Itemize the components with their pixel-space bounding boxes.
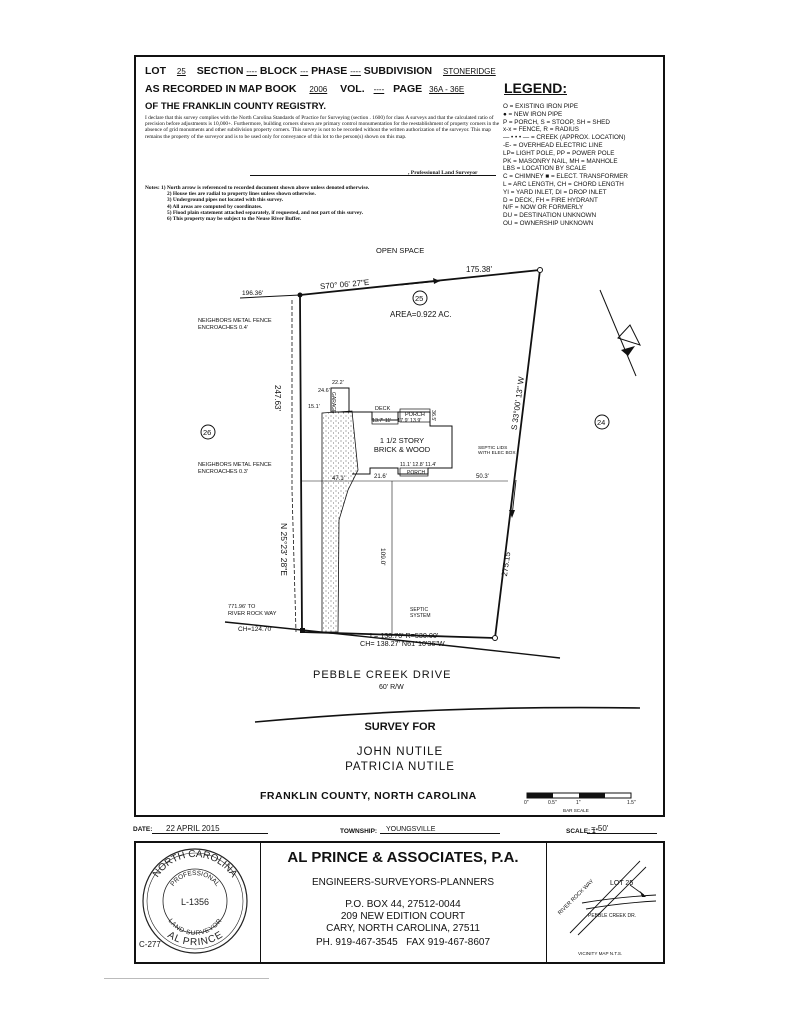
side-dim: 36.5'	[430, 410, 436, 422]
legend-item: -E- = OVERHEAD ELECTRIC LINE	[503, 141, 603, 149]
fence-note: NEIGHBORS METAL FENCE ENCROACHES 0.3'	[198, 462, 272, 475]
driveway	[322, 411, 358, 632]
road-name: PEBBLE CREEK DRIVE	[313, 669, 452, 681]
declaration-text: I declare that this survey complies with the North Carolina Standards of Practice for Surveying (section . 1600) for class A surveys and that the calculated ratio of precision before adjustments is 10,000+. Furthermore, building corners shown are primary control monumentation for the reestablishment of property corners in the absence of grid monuments and other subdivision property corners. This survey is not to be recorded without the written authorization of the surveyor. This map remains the property of the surveyor and is to be used only for conveyance of this lot to the person(s) shown on this map.	[145, 115, 500, 140]
front-setback: 109.0'	[379, 548, 386, 566]
iron-pipe-marker	[538, 268, 543, 273]
bar-scale-label: BAR SCALE	[563, 808, 589, 813]
setback-left: 47.1'	[332, 476, 345, 482]
vicinity-map	[548, 845, 662, 960]
vicinity-street: RIVER ROCK WAY	[557, 878, 596, 917]
note-line: 6) This property may be subject to the Neuse River Buffer.	[167, 216, 302, 223]
owner-name: JOHN NUTILE	[356, 746, 444, 758]
road-tie-label: 771.96' TO RIVER ROCK WAY	[228, 604, 277, 617]
header-line-1: LOT 25 SECTION ---- BLOCK --- PHASE ---- SUBDIVISION STONERIDGE	[145, 65, 496, 77]
legend-item: C = CHIMNEY ■ = ELECT. TRANSFORMER	[503, 173, 628, 181]
legend-item: LP= LIGHT POLE, PP = POWER POLE	[503, 149, 615, 157]
note-line: 4) All areas are computed by coordinates.	[167, 203, 263, 210]
legend-title: LEGEND:	[504, 80, 567, 96]
garage-dim: 24.6'	[318, 388, 330, 394]
stray-line	[104, 978, 269, 979]
chord-left-label: CH=124.70'	[238, 626, 273, 633]
seal-number: L-1356	[180, 897, 210, 907]
septic-lids-label: SEPTIC LIDS WITH ELEC BOX	[478, 446, 516, 457]
adjacent-lot-left: 26	[203, 428, 212, 437]
setback-right: 50.3'	[476, 474, 489, 480]
deck-label: DECK	[375, 406, 391, 412]
bar-scale-tick: 0"	[524, 800, 529, 806]
note-line: Notes: 1) North arrow is referenced to recorded document shown above unless denoted otherwise.	[145, 185, 370, 191]
vicinity-caption: VICINITY MAP N.T.S.	[578, 951, 623, 956]
adjacent-lot-right: 24	[597, 418, 606, 427]
top-distance-label: 175.38'	[466, 265, 492, 274]
left-tie-label: 196.36'	[242, 290, 264, 297]
road-row: 60' R/W	[379, 684, 404, 691]
curve-data: L= 138.76' R=530.00' CH= 138.27' N61°10'36"W	[360, 631, 445, 648]
seal-top-text: NORTH CAROLINA	[151, 848, 240, 880]
owner-name: PATRICIA NUTILE	[345, 761, 455, 773]
road-edge	[255, 708, 640, 722]
legend-item: OU = OWNERSHIP UNKNOWN	[503, 219, 594, 227]
county-state: FRANKLIN COUNTY, NORTH CAROLINA	[260, 790, 477, 802]
company-name: AL PRINCE & ASSOCIATES, P.A.	[287, 849, 519, 866]
fence-line	[292, 300, 296, 632]
fence-note: NEIGHBORS METAL FENCE ENCROACHES 0.4'	[198, 318, 272, 331]
lot-number: 25	[415, 294, 424, 303]
open-space-label: OPEN SPACE	[376, 246, 425, 255]
bar-scale-graphic	[527, 793, 631, 798]
scale-value: = 50'	[587, 824, 657, 834]
setback-mid: 21.6'	[374, 474, 387, 480]
legend-item: LBS = LOCATION BY SCALE	[503, 165, 587, 173]
survey-for-title: SURVEY FOR	[364, 721, 436, 733]
bar-scale-tick: 1.5"	[627, 800, 636, 806]
note-line: 2) House ties are radial to property lines unless shown otherwise.	[167, 191, 316, 198]
township-value: YOUNGSVILLE	[380, 826, 500, 834]
legend-item: PK = MASONRY NAIL, MH = MANHOLE	[503, 157, 618, 165]
surveyor-signature-label: , Professional Land Surveyor	[408, 170, 478, 176]
garage-dim: 22.2'	[332, 380, 344, 386]
legend-item: DU = DESTINATION UNKNOWN	[503, 212, 597, 220]
scale-label: SCALE: 1"	[566, 828, 599, 835]
garage-dim: 15.1'	[308, 404, 320, 410]
legend-item: YI = YARD INLET, DI = DROP INLET	[503, 188, 607, 196]
legend-item: x-x = FENCE, R = RADIUS	[503, 126, 579, 134]
iron-pipe-marker	[298, 293, 303, 298]
seal-bottom-text: LAND SURVEYOR	[166, 917, 224, 938]
deck-dims: 13.7' 11' 17.9' 13.9'	[372, 418, 422, 424]
company-contact: PH. 919-467-3545 FAX 919-467-8607	[315, 937, 491, 948]
house-label: 1 1/2 STORY BRICK & WOOD	[373, 436, 431, 454]
area-label: AREA=0.922 AC.	[390, 310, 452, 319]
vicinity-lot: LOT 25	[610, 880, 634, 887]
top-bearing-label: S70° 06' 27"E	[319, 277, 370, 292]
legend-item: D = DECK, FH = FIRE HYDRANT	[503, 196, 598, 204]
township-label: TOWNSHIP:	[340, 828, 378, 835]
front-porch-label: PORCH	[407, 470, 426, 476]
note-line: 5) Flood plain statement attached separately, if requested, and not part of this survey.	[167, 209, 364, 216]
north-arrow-icon	[600, 290, 640, 376]
legend-item: — • • • — = CREEK (APPROX. LOCATION)	[503, 134, 626, 142]
registry-line: OF THE FRANKLIN COUNTY REGISTRY.	[145, 101, 327, 112]
vicinity-street: PEBBLE CREEK DR.	[588, 913, 637, 919]
porch-label: PORCH	[405, 412, 425, 418]
septic-system-label: SEPTIC SYSTEM	[410, 607, 431, 619]
bar-scale-tick: 0.5"	[548, 800, 557, 806]
company-tagline: ENGINEERS-SURVEYORS-PLANNERS	[311, 877, 495, 888]
note-line: 3) Underground pipes not located with this survey.	[167, 197, 284, 204]
legend-item: ● = NEW IRON PIPE	[503, 110, 563, 118]
legend-item: L = ARC LENGTH, CH = CHORD LENGTH	[503, 180, 624, 188]
left-bearing-label: N 25°23' 28"E	[279, 523, 289, 576]
header-line-2: AS RECORDED IN MAP BOOK 2006 VOL. ---- PAGE 36A - 36E	[145, 83, 465, 95]
garage-label: GARAGE	[330, 392, 336, 414]
seal-corner-number: C-277	[139, 940, 161, 949]
iron-pipe-marker	[493, 636, 498, 641]
date-value: 22 APRIL 2015	[152, 824, 268, 834]
seal-name: AL PRINCE	[165, 929, 225, 949]
date-label: DATE:	[133, 826, 153, 833]
company-address: P.O. BOX 44, 27512-0044 209 NEW EDITION COURT CARY, NORTH CAROLINA, 27511	[326, 899, 480, 934]
seal-ring-text: PROFESSIONAL	[169, 869, 221, 888]
legend-item: O = EXISTING IRON PIPE	[503, 103, 579, 110]
legend-item: P = PORCH, S = STOOP, SH = SHED	[503, 118, 610, 126]
left-top-distance: 247.63'	[273, 385, 282, 411]
legend-item: N/F = NOW OR FORMERLY	[503, 204, 584, 212]
front-dims: 11.1' 12.8' 11.4'	[400, 462, 437, 468]
bar-scale-tick: 1"	[576, 800, 581, 806]
svg-text:PROFESSIONAL	[169, 870, 220, 888]
